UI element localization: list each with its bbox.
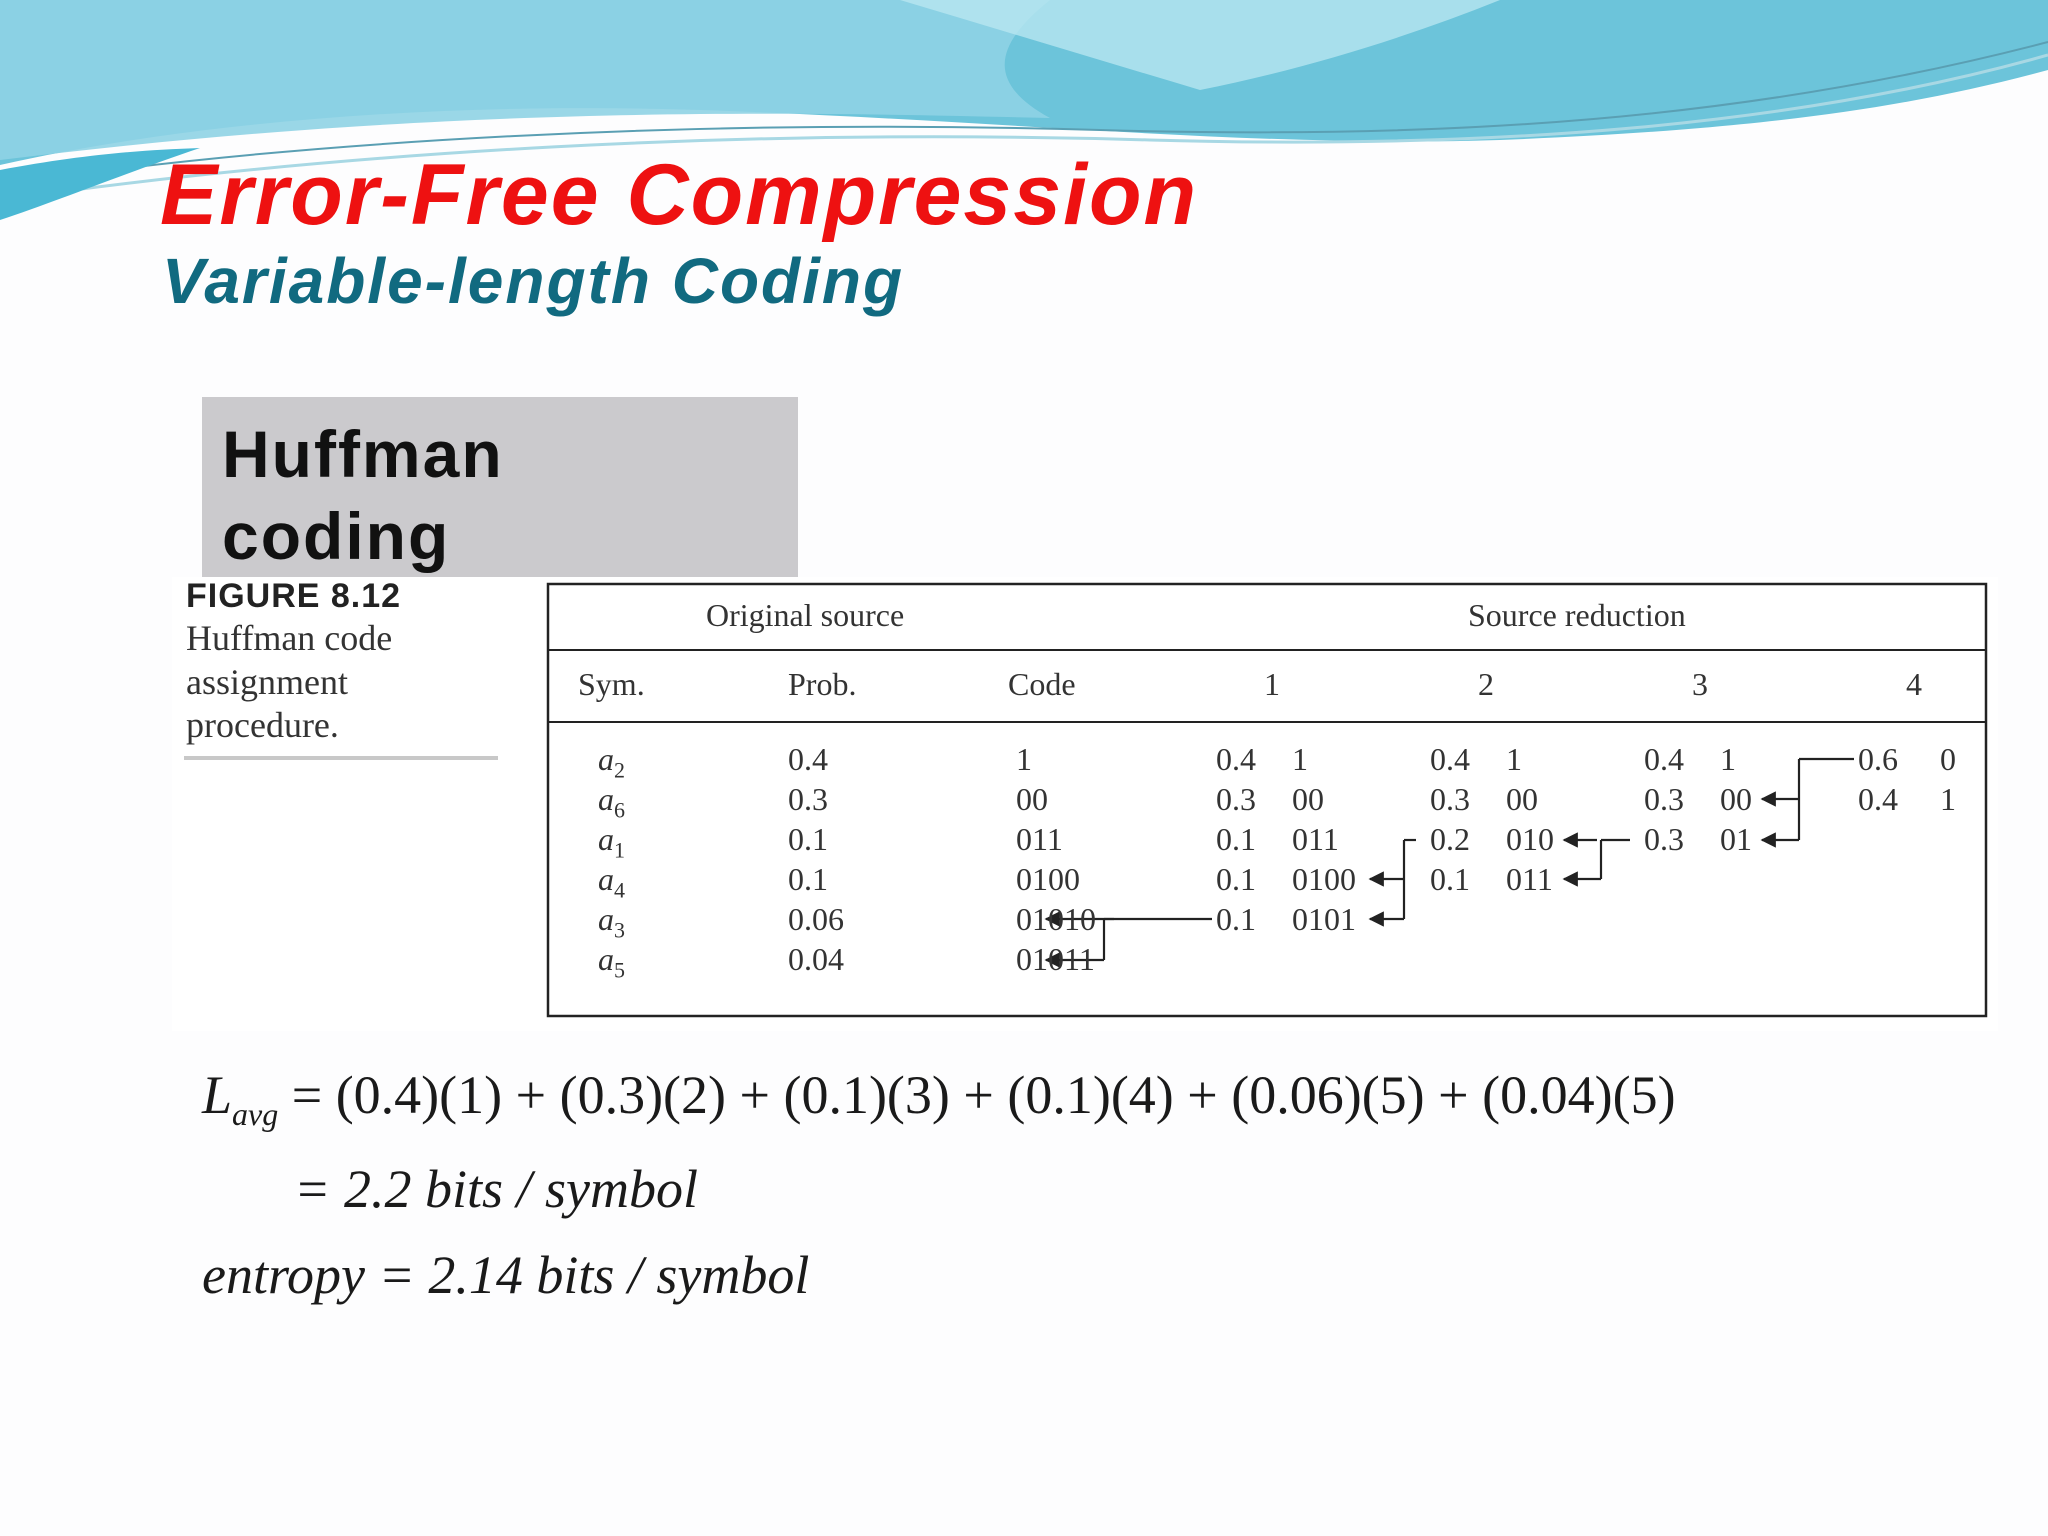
reduction-2-prob: 0.2 xyxy=(1430,821,1470,857)
reduction-3-code: 01 xyxy=(1720,821,1752,857)
reduction-1-code: 1 xyxy=(1292,741,1308,777)
symbol-cell: $a_4$ xyxy=(598,861,625,903)
reduction-2-prob: 0.1 xyxy=(1430,861,1470,897)
reduction-1-code: 011 xyxy=(1292,821,1339,857)
reduction-2-code: 00 xyxy=(1506,781,1538,817)
reduction-2-code: 011 xyxy=(1506,861,1553,897)
figure-caption-line: Huffman code xyxy=(186,618,393,658)
col-header-reduction-4: 4 xyxy=(1906,666,1922,702)
code-cell: 011 xyxy=(1016,821,1063,857)
slide-subtitle: Variable-length Coding xyxy=(162,245,905,317)
reduction-3-prob: 0.4 xyxy=(1644,741,1684,777)
prob-cell: 0.04 xyxy=(788,941,844,977)
label-line-1: Huffman xyxy=(222,417,504,491)
col-header-sym: Sym. xyxy=(578,666,645,702)
figure-caption-line: assignment xyxy=(186,662,348,702)
reduction-2-prob: 0.3 xyxy=(1430,781,1470,817)
code-cell: 01010 xyxy=(1016,901,1096,937)
code-cell: 1 xyxy=(1016,741,1032,777)
lavg-symbol: L xyxy=(202,1065,233,1125)
code-cell: 01011 xyxy=(1016,941,1095,977)
symbol-cell: $a_5$ xyxy=(598,941,625,983)
lavg-result: = 2.2 bits / symbol xyxy=(294,1159,698,1219)
lavg-subscript: avg xyxy=(232,1095,279,1132)
figure-number: FIGURE 8.12 xyxy=(186,577,402,615)
lavg-equation xyxy=(202,1065,1676,1132)
symbol-cell: $a_1$ xyxy=(598,821,625,863)
reduction-3-code: 1 xyxy=(1720,741,1736,777)
code-cell: 0100 xyxy=(1016,861,1080,897)
reduction-3-prob: 0.3 xyxy=(1644,821,1684,857)
huffman-figure xyxy=(172,577,1998,1031)
reduction-1-prob: 0.1 xyxy=(1216,861,1256,897)
reduction-4-code: 1 xyxy=(1940,781,1956,817)
prob-cell: 0.1 xyxy=(788,821,828,857)
prob-cell: 0.4 xyxy=(788,741,828,777)
label-line-2: coding xyxy=(222,499,451,573)
col-header-code: Code xyxy=(1008,666,1076,702)
figure-caption-line: procedure. xyxy=(186,705,339,745)
caption-divider xyxy=(184,756,498,760)
reduction-1-prob: 0.3 xyxy=(1216,781,1256,817)
reduction-2-code: 010 xyxy=(1506,821,1554,857)
header-source-reduction: Source reduction xyxy=(1468,597,1686,633)
prob-cell: 0.06 xyxy=(788,901,844,937)
code-cell: 00 xyxy=(1016,781,1048,817)
prob-cell: 0.3 xyxy=(788,781,828,817)
col-header-reduction-1: 1 xyxy=(1264,666,1280,702)
symbol-cell: $a_6$ xyxy=(598,781,625,823)
reduction-1-prob: 0.1 xyxy=(1216,821,1256,857)
reduction-1-code: 0101 xyxy=(1292,901,1356,937)
symbol-cell: $a_3$ xyxy=(598,901,625,943)
lavg-rhs: = (0.4)(1) + (0.3)(2) + (0.1)(3) + (0.1)(4) + (0.06)(5) + (0.04)(5) xyxy=(291,1065,1676,1125)
reduction-4-prob: 0.4 xyxy=(1858,781,1898,817)
reduction-4-code: 0 xyxy=(1940,741,1956,777)
col-header-reduction-3: 3 xyxy=(1692,666,1708,702)
col-header-prob: Prob. xyxy=(788,666,857,702)
reduction-2-prob: 0.4 xyxy=(1430,741,1470,777)
huffman-label-box xyxy=(202,397,798,581)
reduction-3-code: 00 xyxy=(1720,781,1752,817)
reduction-1-prob: 0.4 xyxy=(1216,741,1256,777)
reduction-2-code: 1 xyxy=(1506,741,1522,777)
reduction-4-prob: 0.6 xyxy=(1858,741,1898,777)
reduction-1-code: 0100 xyxy=(1292,861,1356,897)
col-header-reduction-2: 2 xyxy=(1478,666,1494,702)
reduction-1-prob: 0.1 xyxy=(1216,901,1256,937)
reduction-1-code: 00 xyxy=(1292,781,1324,817)
entropy-equation: entropy = 2.14 bits / symbol xyxy=(202,1245,810,1305)
slide-title: Error-Free Compression xyxy=(160,147,1199,243)
header-original-source: Original source xyxy=(706,597,905,633)
symbol-cell: $a_2$ xyxy=(598,741,625,783)
reduction-3-prob: 0.3 xyxy=(1644,781,1684,817)
prob-cell: 0.1 xyxy=(788,861,828,897)
